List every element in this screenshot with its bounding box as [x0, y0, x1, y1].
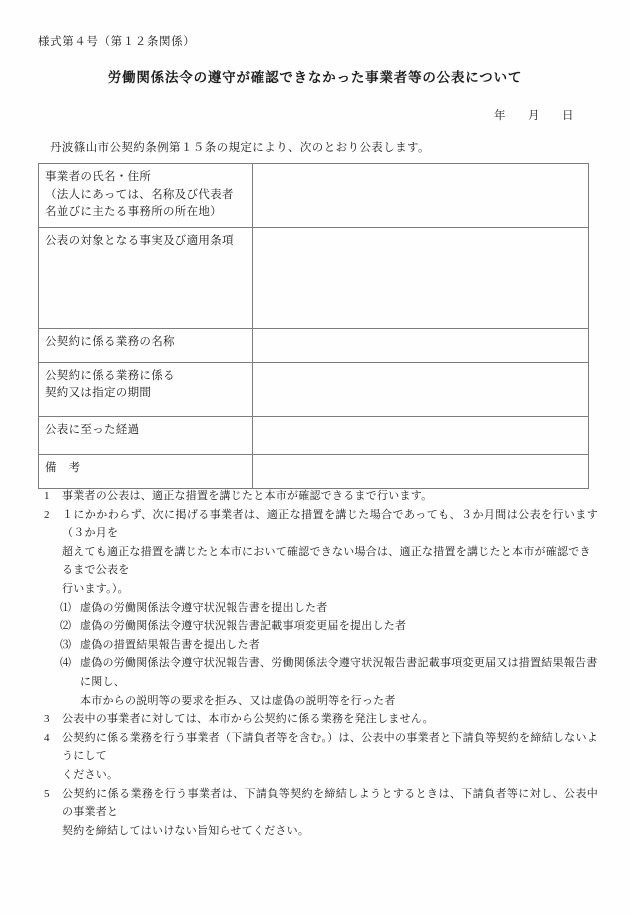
notes-list: [38, 487, 598, 840]
table-row: [39, 416, 589, 454]
note-text: 事業者の公表は、適正な措置を講じたと本市が確認できるまで行います。: [62, 490, 433, 502]
note-item: [38, 487, 598, 506]
note-marker: 3: [44, 713, 50, 726]
note-item: [38, 785, 598, 841]
sub-note-text: 虚偽の労働関係法令遵守状況報告書記載事項変更届を提出した者: [80, 620, 407, 633]
note-text-continued: ください。: [62, 768, 119, 781]
note-item: [38, 729, 598, 785]
row-label-contract-period: 公契約に係る業務に係る 契約又は指定の期間: [39, 362, 253, 416]
month-label: 月: [528, 110, 540, 122]
row-value-facts-and-provisions[interactable]: [253, 227, 589, 328]
table-row: [39, 164, 589, 228]
note-marker: 5: [44, 787, 50, 800]
row-value-operator-name-address[interactable]: [253, 164, 589, 228]
note-text-continued: 契約を締結してはいけない旨知らせてください。: [62, 824, 310, 837]
table-row: [39, 454, 589, 488]
sub-note-marker: ⑵: [60, 620, 72, 633]
disclosure-table: [38, 163, 589, 489]
sub-note-text-continued: 本市からの説明等の要求を拒み、又は虚偽の説明等を行った者: [80, 694, 396, 707]
sub-note-item: [38, 654, 598, 710]
note-text: 公契約に係る業務を行う事業者は、下請負等契約を締結しようとするときは、下請負者等に対し、公表中の事業者と: [62, 787, 598, 819]
row-label-operator-name-address: 事業者の氏名・住所 （法人にあっては、名称及び代表者 名並びに主たる事務所の所在地）: [39, 164, 253, 228]
table-row: [39, 362, 589, 416]
sub-note-text: 虚偽の労働関係法令遵守状況報告書、労働関係法令遵守状況報告書記載事項変更届又は措置結果報告書に関し、: [80, 657, 598, 688]
sub-note-item: [38, 617, 598, 636]
note-text-continued: 超えても適正な措置を講じたと本市において確認できない場合は、適正な措置を講じたと本市が確認できるまで公表を: [62, 545, 591, 577]
sub-note-item: [38, 599, 598, 618]
note-item: [38, 710, 598, 729]
sub-note-marker: ⑷: [60, 657, 72, 670]
row-value-disclosure-process[interactable]: [253, 416, 589, 454]
sub-note-marker: ⑶: [60, 638, 72, 651]
date-line: [0, 107, 580, 123]
page-title: 労働関係法令の遵守が確認できなかった事業者等の公表について: [107, 70, 523, 85]
row-value-contract-period[interactable]: [253, 362, 589, 416]
row-label-remarks: 備 考: [39, 454, 253, 488]
sub-note-marker: ⑴: [60, 601, 72, 614]
note-text: 公表中の事業者に対しては、本市から公契約に係る業務を発注しません。: [62, 713, 434, 726]
note-text-continued: 行います。）。: [62, 582, 129, 595]
intro-text: 丹波篠山市公契約条例第１５条の規定により、次のとおり公表します。: [50, 142, 430, 154]
day-label: 日: [562, 110, 574, 122]
row-label-facts-and-provisions: 公表の対象となる事実及び適用条項: [39, 227, 253, 328]
table-row: [39, 227, 589, 328]
year-label: 年: [494, 110, 506, 122]
row-label-business-name: 公契約に係る業務の名称: [39, 328, 253, 362]
row-value-remarks[interactable]: [253, 454, 589, 488]
table-row: [39, 328, 589, 362]
note-item: [38, 506, 598, 599]
table-body: [39, 164, 589, 489]
form-number: 様式第４号（第１２条関係）: [38, 36, 196, 48]
note-text: 公契約に係る業務を行う事業者（下請負者等を含む。）は、公表中の事業者と下請負等契約を締結しないようにして: [62, 731, 598, 763]
note-marker: 4: [44, 731, 50, 744]
sub-note-item: [38, 636, 598, 655]
note-marker: 1: [44, 490, 50, 502]
sub-note-text: 虚偽の労働関係法令遵守状況報告書を提出した者: [80, 601, 328, 614]
row-value-business-name[interactable]: [253, 328, 589, 362]
row-label-disclosure-process: 公表に至った経過: [39, 416, 253, 454]
note-text: １にかかわらず、次に掲げる事業者は、適正な措置を講じた場合であっても、３か月間は公表を行います（３か月を: [62, 508, 598, 540]
sub-note-text: 虚偽の措置結果報告書を提出した者: [80, 638, 260, 651]
note-marker: 2: [44, 508, 50, 521]
